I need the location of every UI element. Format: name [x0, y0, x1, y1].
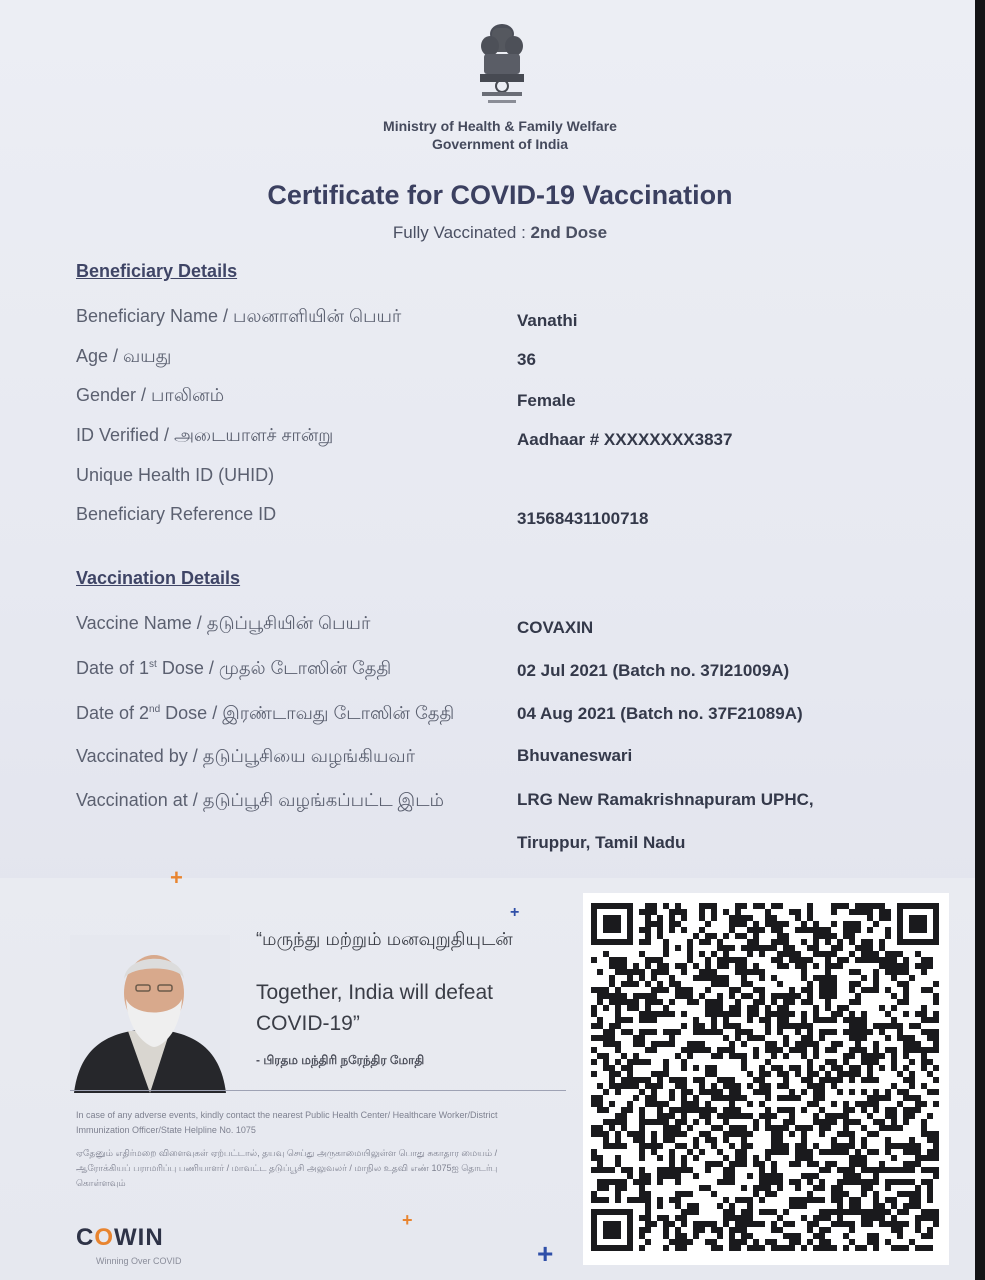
vaccinated-at-label: Vaccination at / தடுப்பூசி வழங்கப்பட்ட இடம்: [76, 790, 444, 810]
dose2-label-post: Dose / இரண்டாவது டோஸின் தேதி: [160, 703, 455, 723]
reference-id-value: 31568431100718: [517, 509, 649, 528]
ministry-heading: [300, 117, 700, 153]
plus-icon: +: [170, 865, 183, 890]
beneficiary-details-heading: Beneficiary Details: [76, 261, 238, 281]
status-value: 2nd Dose: [530, 223, 608, 242]
beneficiary-name-value: Vanathi: [517, 311, 578, 330]
dose1-label-sup: st: [149, 659, 157, 670]
quote-english: Together, India will defeat COVID-19”: [256, 981, 493, 1035]
qr-code-panel: [583, 893, 949, 1265]
vaccinated-at-line1: LRG New Ramakrishnapuram UPHC,: [517, 790, 814, 809]
vaccine-name-value: COVAXIN: [517, 618, 594, 637]
dose2-value: 04 Aug 2021 (Batch no. 37F21089A): [517, 704, 803, 723]
gender-label: Gender / பாலினம்: [76, 385, 225, 405]
dose1-value: 02 Jul 2021 (Batch no. 37I21009A): [517, 661, 790, 680]
quote-signoff: - பிரதம மந்திரி நரேந்திர மோதி: [256, 1053, 425, 1067]
dose1-label-pre: Date of 1: [76, 658, 150, 678]
quote-tamil: “மருந்து மற்றும் மனவுறுதியுடன்: [256, 929, 513, 949]
id-verified-label: ID Verified / அடையாளச் சான்று: [76, 425, 334, 445]
ministry-line1: Ministry of Health & Family Welfare: [383, 118, 617, 134]
divider: [70, 1090, 566, 1091]
vaccination-details-heading: Vaccination Details: [76, 568, 241, 588]
screen-edge: [975, 0, 985, 1280]
vaccination-status: [300, 223, 700, 243]
qr-code-icon: [583, 893, 949, 1265]
plus-icon: +: [537, 1238, 554, 1269]
vaccinated-at-line2: Tiruppur, Tamil Nadu: [517, 833, 686, 852]
uhid-label: Unique Health ID (UHID): [76, 465, 275, 485]
cowin-logo-o: O: [94, 1224, 115, 1251]
reference-id-label: Beneficiary Reference ID: [76, 504, 277, 524]
helpline-english: In case of any adverse events, kindly contact the nearest Public Health Center/ Healthcare Worker/District Immunization Officer/State Helpline No. 1075: [76, 1110, 498, 1135]
dose1-label-post: Dose / முதல் டோஸின் தேதி: [156, 658, 392, 678]
vaccinated-by-label: Vaccinated by / தடுப்பூசியை வழங்கியவர்: [76, 746, 416, 766]
dose2-label-pre: Date of 2: [76, 703, 150, 723]
status-label: Fully Vaccinated :: [392, 223, 531, 242]
age-label: Age / வயது: [76, 346, 172, 366]
portrait-image: [70, 935, 230, 1093]
cowin-logo: [76, 1224, 164, 1252]
national-emblem-icon: [472, 20, 532, 112]
id-verified-value: Aadhaar # XXXXXXXX3837: [517, 430, 733, 449]
dose2-label: [76, 703, 454, 726]
helpline-tamil: ஏதேனும் எதிர்மறை விளைவுகள் ஏற்பட்டால், தயவு செய்து அருகாமையிலுள்ள பொது சுகாதார மையம் / ஆரோக்கியப் பராமரிப்பு பணியாளர் / மாவட்ட தடுப்பூசி அலுவலர் / மாநில உதவி எண் 1075ஐ தொடர்பு கொள்ளவும்: [76, 1148, 498, 1188]
gender-value: Female: [517, 391, 576, 410]
cowin-logo-rest: WIN: [114, 1224, 164, 1251]
ministry-line2: Government of India: [431, 136, 569, 152]
dose2-label-sup: nd: [149, 704, 161, 715]
dose1-label: [76, 658, 391, 681]
vaccine-name-label: Vaccine Name / தடுப்பூசியின் பெயர்: [76, 613, 371, 633]
cowin-logo-c: C: [76, 1224, 95, 1251]
age-value: 36: [517, 350, 536, 369]
beneficiary-name-label: Beneficiary Name / பலனாளியின் பெயர்: [76, 306, 402, 326]
plus-icon: +: [510, 904, 520, 921]
vaccinated-by-value: Bhuvaneswari: [517, 746, 633, 765]
cowin-tagline: Winning Over COVID: [96, 1256, 182, 1266]
plus-icon: +: [402, 1210, 413, 1230]
certificate-title: Certificate for COVID-19 Vaccination: [267, 180, 733, 210]
